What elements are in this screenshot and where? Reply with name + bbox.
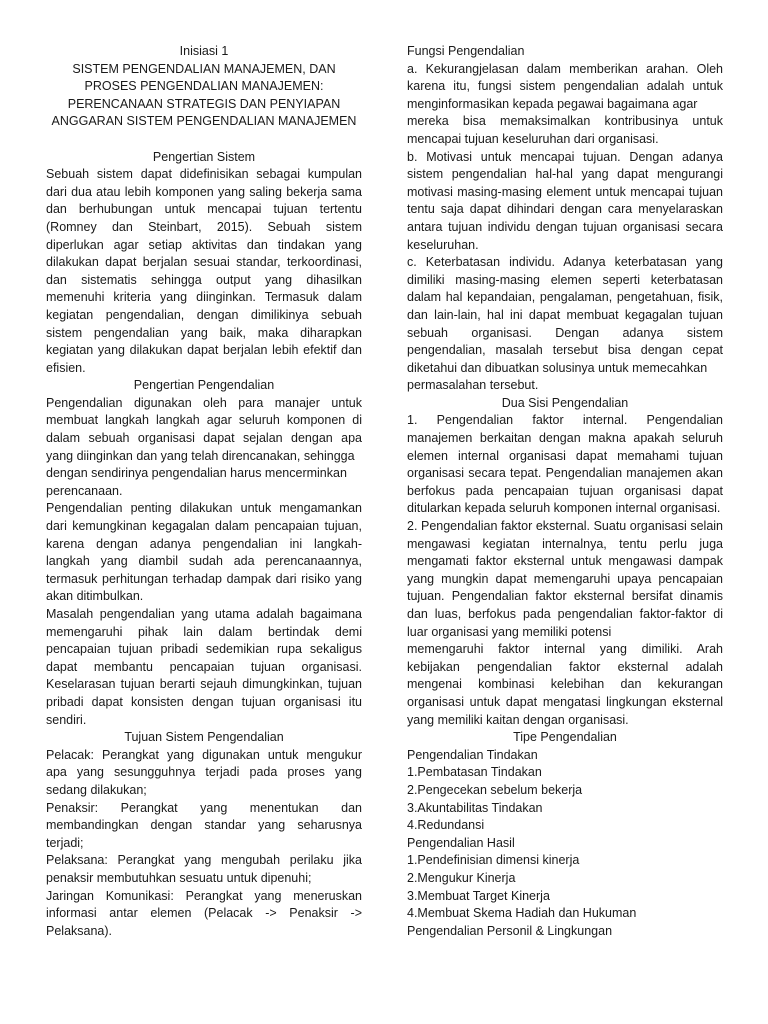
- list-line: Pengendalian Tindakan: [407, 747, 538, 762]
- list-line: 4.Membuat Skema Hadiah dan Hukuman: [407, 906, 637, 921]
- section-title-tipe: Tipe Pengendalian: [513, 730, 617, 745]
- paragraph-pengendalian-2: dengan sendirinya pengendalian harus mencerminkan perencanaan.: [46, 466, 347, 498]
- section-title-fungsi: Fungsi Pengendalian: [407, 44, 525, 58]
- list-item-pelaksana: Pelaksana: Perangkat yang mengubah perilaku jika penaksir membutuhkan sesuatu untuk dipenuhi;: [46, 853, 362, 885]
- paragraph-pengendalian-3: Pengendalian penting dilakukan untuk mengamankan dari kemungkinan kegagalan dalam pencapaian tujuan, karena dengan adanya pengendalian ini langkah-langkah yang diambil sudah ada perencanaannya, termasuk perhitungan terhadap dampak dari risiko yang akan ditimbulkan.: [46, 501, 362, 604]
- list-line: 1.Pembatasan Tindakan: [407, 765, 542, 780]
- document-label: Inisiasi 1: [179, 44, 229, 58]
- paragraph-fungsi-c2: permasalahan tersebut.: [407, 378, 539, 393]
- section-title-dua-sisi: Dua Sisi Pengendalian: [501, 395, 629, 410]
- paragraph-eksternal-a: 2. Pengendalian faktor eksternal. Suatu organisasi selain mengawasi kegiatan internalnya, tentu perlu juga mengamati faktor eksternal untuk mengawasi dampak yang mungkin dapat memengaruhi upaya pencapaian tujuan. Pengendalian faktor eksternal bersifat dinamis dan luas, berfokus pada pengendalian faktor-faktor di luar organisasi yang memiliki potensi: [407, 519, 723, 639]
- paragraph-pengertian-sistem: Sebuah sistem dapat didefinisikan sebagai kumpulan dari dua atau lebih komponen yang saling bekerja sama dan berhubungan untuk mencapai tujuan tertentu (Romney dan Steinbart, 2015). Sebuah sistem diperlukan agar setiap aktivitas dan tindakan yang dilakukan dapat berjalan sesuai standar, terkoordinasi, dan sistematis sehingga output yang dihasilkan memenuhi kriteria yang diinginkan. Termasuk dalam kegiatan pengendalian, dengan dimilikinya sebuah sistem pengendalian yang baik, maka diharapkan kegiatan yang dilakukan dapat berjalan lebih efektif dan efisien.: [46, 167, 362, 375]
- list-line: 2.Mengukur Kinerja: [407, 870, 516, 885]
- paragraph-eksternal-b: memengaruhi faktor internal yang dimiliki. Arah kebijakan pengendalian faktor eksternal adalah mengenai kombinasi kelebihan dan kekurangan organisasi untuk dapat mengatasi lingkungan eksternal yang memiliki kaitan dengan organisasi.: [407, 642, 723, 727]
- paragraph-internal: 1. Pengendalian faktor internal. Pengendalian manajemen berkaitan dengan makna apakah seluruh elemen internal organisasi dapat memahami tujuan organisasi secara tepat. Pengendalian manajemen akan berfokus pada pencapaian tujuan organisasi dapat ditularkan kepada seluruh komponen internal organisasi.: [407, 413, 723, 516]
- section-title-pengertian-sistem: Pengertian Sistem: [152, 149, 256, 164]
- paragraph-fungsi-b: b. Motivasi untuk mencapai tujuan. Dengan adanya sistem pengendalian hal-hal yang dapat mengurangi motivasi masing-masing element untuk mencapai tujuan tentu saja dapat dihindari dengan cara menyelaraskan antara tujuan individu dengan tujuan organisasi secara keseluruhan.: [407, 149, 723, 252]
- list-line: 3.Membuat Target Kinerja: [407, 888, 550, 903]
- list-line: Pengendalian Personil & Lingkungan: [407, 923, 613, 938]
- section-title-tujuan-sistem: Tujuan Sistem Pengendalian: [124, 730, 284, 745]
- paragraph-fungsi-c1: c. Keterbatasan individu. Adanya keterbatasan yang dimiliki masing-masing elemen seperti keterbatasan dalam hal kepandaian, pengalaman, pengetahuan, fisik, dan lain-lain, hal ini dapat membuat kegagalan tujuan sebuah organisasi. Dengan adanya sistem pengendalian, masalah tersebut bisa dengan cepat diketahui dan dibuatkan solusinya untuk memecahkan: [407, 255, 723, 375]
- paragraph-pengendalian-1: Pengendalian digunakan oleh para manajer untuk membuat langkah langkah agar seluruh komponen di dalam sebuah organisasi dapat sejalan dengan apa yang diinginkan dan yang telah direncanakan, sehingga: [46, 395, 362, 463]
- section-title-pengertian-pengendalian: Pengertian Pengendalian: [133, 378, 275, 393]
- left-column: [46, 43, 362, 940]
- paragraph-pengendalian-4: Masalah pengendalian yang utama adalah bagaimana memengaruhi pihak lain dalam bertindak demi pencapaian tujuan pribadi sedemikian rupa sekaligus dapat membantu pencapaian tujuan organisasi. Keselarasan tujuan berarti sejauh dimungkinkan, tujuan pribadi dapat konsisten dengan tujuan organisasi itu sendiri.: [46, 607, 362, 727]
- list-line: 1.Pendefinisian dimensi kinerja: [407, 853, 580, 868]
- list-line: Pengendalian Hasil: [407, 835, 515, 850]
- list-item-penaksir: Penaksir: Perangkat yang menentukan dan membandingkan dengan standar yang seharusnya terjadi;: [46, 800, 362, 850]
- list-line: 3.Akuntabilitas Tindakan: [407, 800, 543, 815]
- list-line: 2.Pengecekan sebelum bekerja: [407, 782, 583, 797]
- list-line: 4.Redundansi: [407, 818, 485, 833]
- paragraph-fungsi-a1: a. Kekurangjelasan dalam memberikan arahan. Oleh karena itu, fungsi sistem pengendalian adalah untuk menginformasikan kepada pegawai bagaimana agar: [407, 61, 723, 111]
- right-column: [407, 43, 723, 940]
- paragraph-fungsi-a2: mereka bisa memaksimalkan kontribusinya untuk mencapai tujuan keseluruhan dari organisasi.: [407, 114, 723, 146]
- document-title: SISTEM PENGENDALIAN MANAJEMEN, DAN PROSES PENGENDALIAN MANAJEMEN: PERENCANAAN STRATEGIS DAN PENYIAPAN ANGGARAN SISTEM PENGENDALIAN MANAJEMEN: [51, 61, 357, 129]
- list-item-pelacak: Pelacak: Perangkat yang digunakan untuk mengukur apa yang sesungguhnya terjadi pada proses yang sedang dilakukan;: [46, 747, 362, 797]
- list-item-jaringan: Jaringan Komunikasi: Perangkat yang meneruskan informasi antar elemen (Pelacak -> Penaksir -> Pelaksana).: [46, 888, 362, 938]
